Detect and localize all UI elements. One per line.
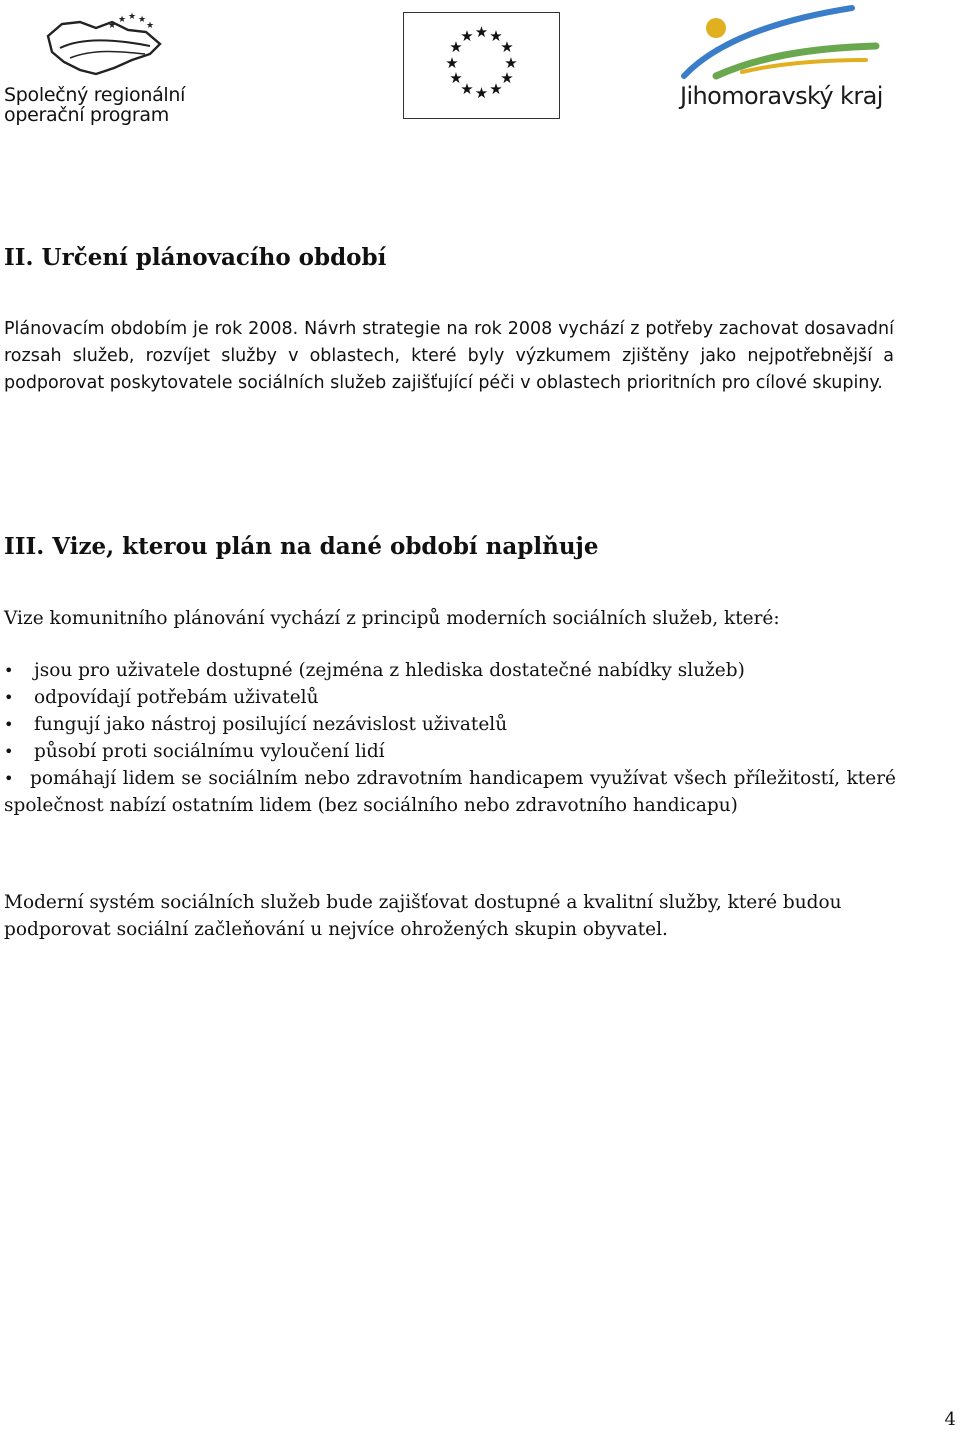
eu-flag-icon (403, 12, 560, 119)
svg-text:★: ★ (474, 23, 489, 41)
svg-text:★: ★ (500, 38, 514, 56)
svg-text:★: ★ (474, 84, 489, 102)
svg-text:★: ★ (146, 21, 155, 31)
header-logos (0, 0, 960, 130)
list-item: • působí proti sociálnímu vyloučení lidí (4, 738, 896, 765)
list-item: • odpovídají potřebám uživatelů (4, 684, 896, 711)
section-2-heading: II. Určení plánovacího období (4, 244, 387, 271)
svg-text:★: ★ (460, 80, 474, 98)
srop-logo (0, 8, 215, 126)
section-3-heading: III. Vize, kterou plán na dané období naplňuje (4, 533, 599, 560)
svg-text:★: ★ (449, 69, 463, 87)
svg-text:★: ★ (500, 69, 514, 87)
svg-text:★: ★ (504, 54, 518, 72)
svg-text:★: ★ (489, 27, 503, 45)
svg-text:★: ★ (449, 38, 463, 56)
jmk-logo (676, 2, 896, 124)
section-3-closing: Moderní systém sociálních služeb bude zajišťovat dostupné a kvalitní služby, které budou podporovat sociální začleňování u nejvíce ohrožených skupin obyvatel. (4, 892, 842, 940)
vision-bullet-list (4, 657, 896, 819)
svg-text:★: ★ (445, 54, 459, 72)
list-item: • jsou pro uživatele dostupné (zejména z hlediska dostatečné nabídky služeb) (4, 657, 896, 684)
section-2-paragraph: Plánovacím obdobím je rok 2008. Návrh strategie na rok 2008 vychází z potřeby zachovat dosavadní rozsah služeb, rozvíjet služby v oblastech, které byly výzkumem zjištěny jako nejpotřebnější a podporovat poskytovatele sociálních služeb zajišťující péči v oblastech prioritních pro cílové skupiny. (4, 319, 894, 393)
svg-text:★: ★ (489, 80, 503, 98)
svg-text:★: ★ (460, 27, 474, 45)
srop-line-2: operační program (4, 104, 169, 126)
srop-logo-text (4, 85, 185, 125)
section-3-intro: Vize komunitního plánování vychází z principů moderních sociálních služeb, které: (4, 608, 780, 629)
svg-text:★: ★ (138, 15, 147, 25)
list-item: • fungují jako nástroj posilující nezávislost uživatelů (4, 711, 896, 738)
list-item: • pomáhají lidem se sociálním nebo zdravotním handicapem využívat všech příležitostí, které společnost nabízí ostatním lidem (bez sociálního nebo zdravotního handicapu) (4, 765, 896, 819)
page-number: 4 (944, 1409, 956, 1430)
svg-text:★: ★ (118, 15, 127, 25)
svg-text:★: ★ (108, 21, 117, 31)
srop-line-1: Společný regionální (4, 84, 186, 106)
jmk-logo-text: Jihomoravský kraj (680, 82, 883, 110)
czech-map-icon (0, 8, 215, 88)
svg-text:★: ★ (128, 12, 137, 22)
jmk-swoosh-icon (676, 2, 896, 82)
eu-flag-logo (403, 12, 560, 119)
